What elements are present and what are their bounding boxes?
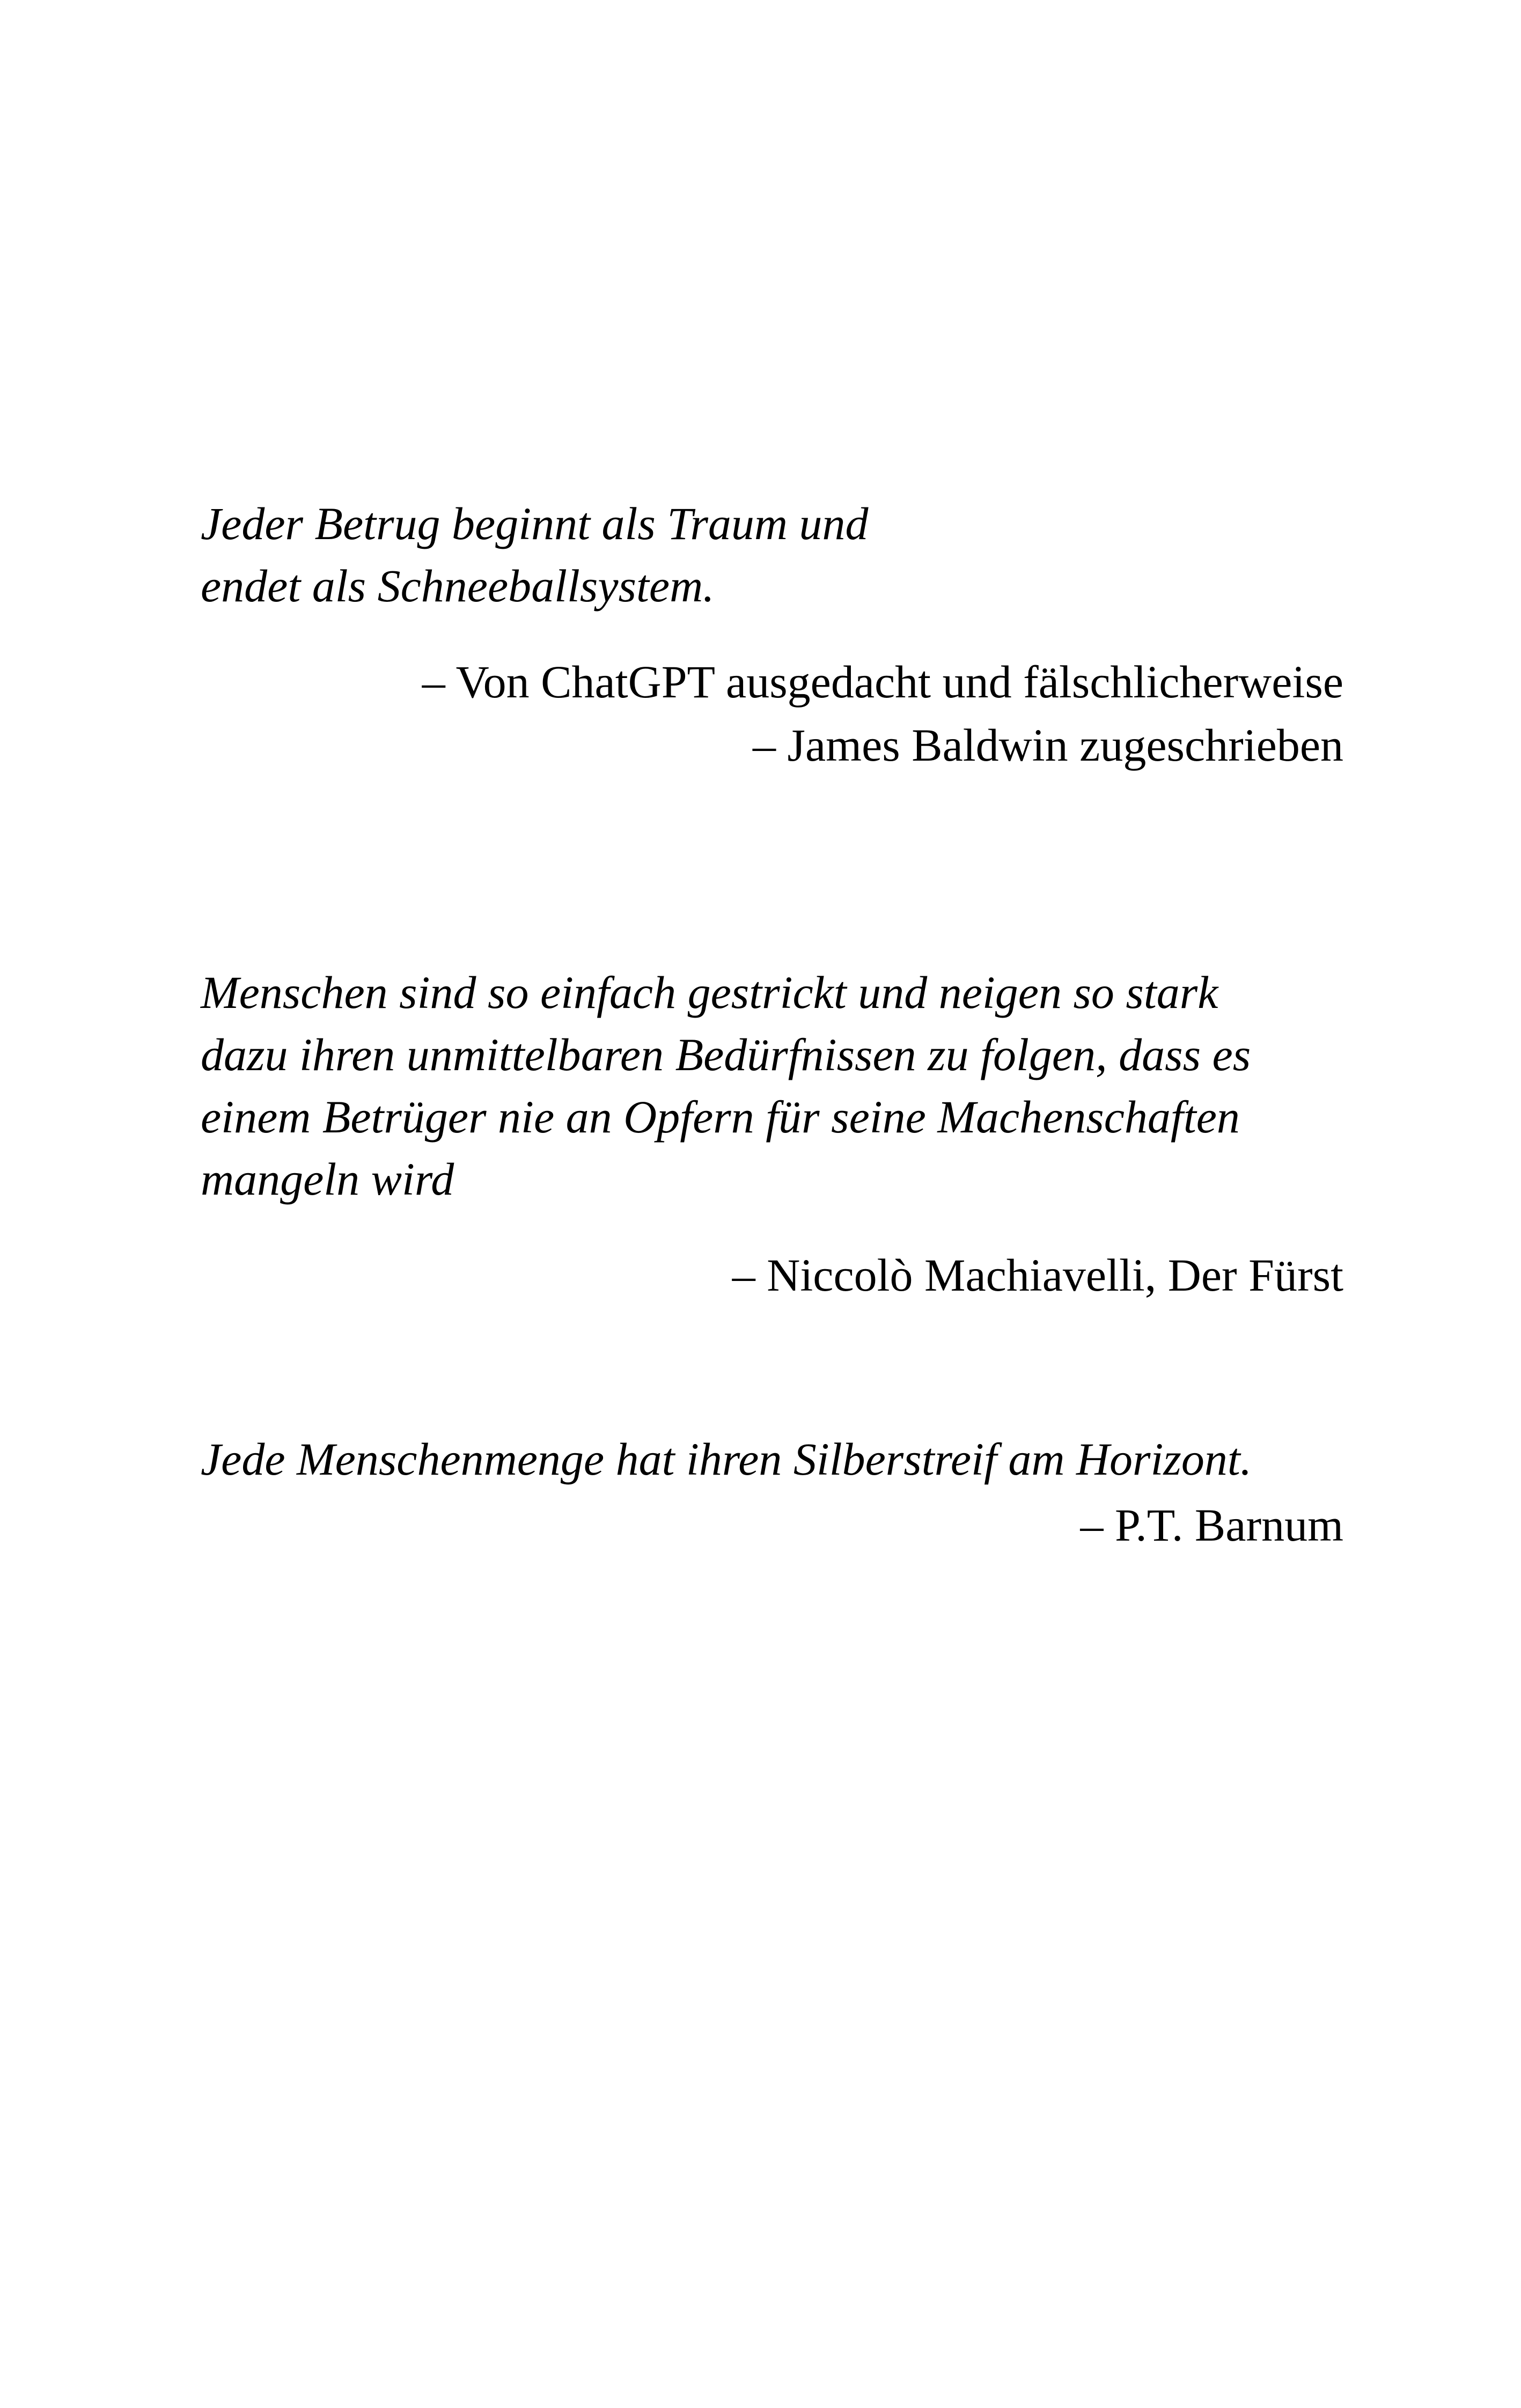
epigraph-attribution bbox=[201, 1493, 1343, 1557]
quote-line: mangeln wird bbox=[201, 1153, 454, 1205]
attribution-line: – P.T. Barnum bbox=[1080, 1499, 1343, 1551]
epigraph bbox=[201, 961, 1343, 1307]
epigraph-quote bbox=[201, 1428, 1343, 1490]
attribution-line: – Von ChatGPT ausgedacht und fälschlicherweise bbox=[422, 656, 1343, 708]
quote-line: Menschen sind so einfach gestrickt und neigen so stark bbox=[201, 967, 1218, 1018]
epigraph-quote bbox=[201, 961, 1343, 1210]
epigraph-quote bbox=[201, 492, 1343, 617]
attribution-line: – Niccolò Machiavelli, Der Fürst bbox=[732, 1249, 1343, 1301]
epigraph bbox=[201, 1428, 1343, 1557]
quote-line: Jede Menschenmenge hat ihren Silberstreif am Horizont. bbox=[201, 1433, 1252, 1485]
quote-line: dazu ihren unmittelbaren Bedürfnissen zu folgen, dass es bbox=[201, 1029, 1251, 1080]
quote-line: einem Betrüger nie an Opfern für seine Machenschaften bbox=[201, 1091, 1240, 1143]
quote-line: endet als Schneeballsystem. bbox=[201, 560, 715, 612]
epigraph-attribution bbox=[201, 1243, 1343, 1307]
epigraph bbox=[201, 492, 1343, 777]
epigraph-attribution bbox=[201, 650, 1343, 777]
attribution-line: – James Baldwin zugeschrieben bbox=[753, 719, 1343, 771]
quote-line: Jeder Betrug beginnt als Traum und bbox=[201, 498, 869, 549]
